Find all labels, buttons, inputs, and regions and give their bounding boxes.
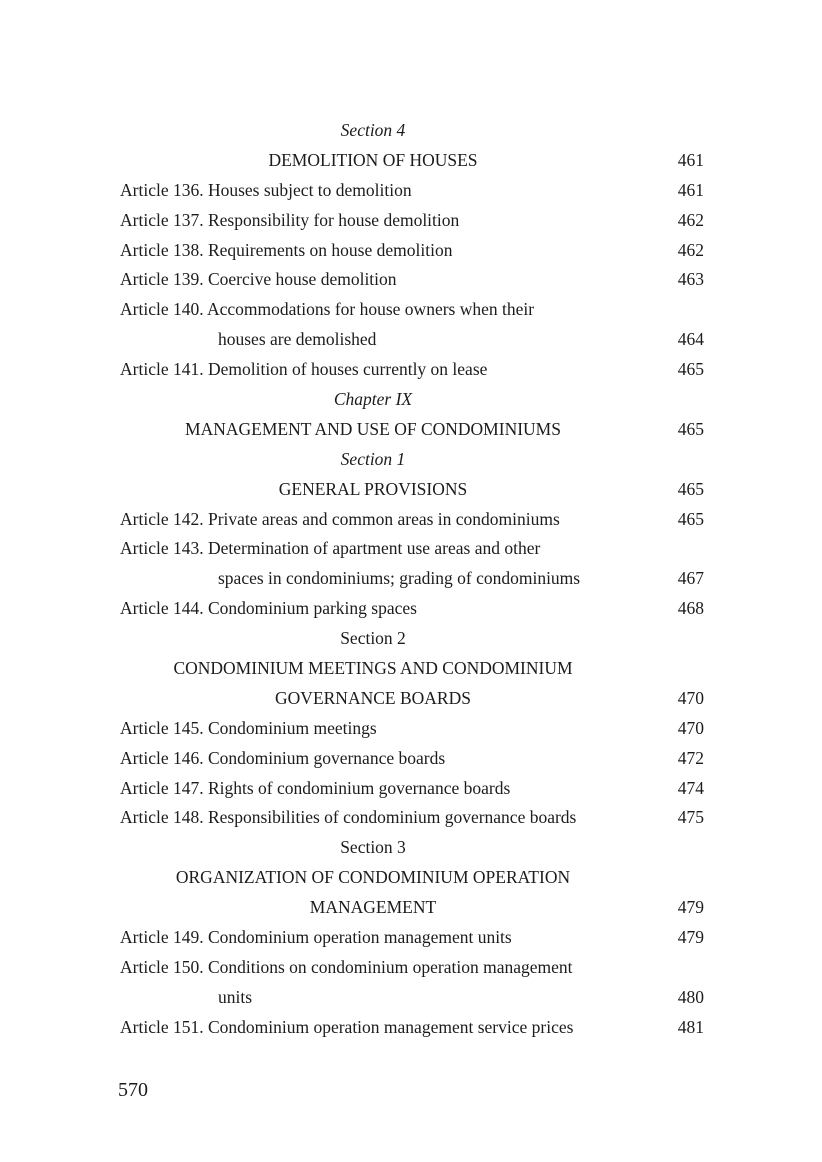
toc-entry-text: Article 137. Responsibility for house demolition xyxy=(120,209,460,230)
toc-entry-text: units xyxy=(218,986,253,1007)
toc-page-number: 479 xyxy=(677,927,704,948)
toc-page-number: 470 xyxy=(677,717,704,738)
toc-row xyxy=(120,684,704,714)
toc-row xyxy=(120,803,704,833)
toc-row xyxy=(120,415,704,445)
toc-page-number: 480 xyxy=(677,986,704,1007)
toc-page-number: 463 xyxy=(677,269,704,290)
toc-page-number: 468 xyxy=(677,598,704,619)
toc-row xyxy=(120,594,704,624)
toc-row xyxy=(120,564,704,594)
toc-page-number: 474 xyxy=(677,777,704,798)
toc-row xyxy=(120,355,704,385)
toc-page-number: 470 xyxy=(677,687,704,708)
toc-row xyxy=(120,176,704,206)
toc-row xyxy=(120,893,704,923)
toc-row xyxy=(120,744,704,774)
toc-entry-text: Article 138. Requirements on house demolition xyxy=(120,239,453,260)
toc-entry-text: Article 142. Private areas and common areas in condominiums xyxy=(120,508,560,529)
toc-entry-text: Article 136. Houses subject to demolition xyxy=(120,179,412,200)
toc-entry-text: Article 143. Determination of apartment use areas and other xyxy=(120,538,541,559)
toc-row xyxy=(120,505,704,535)
toc-row xyxy=(120,445,704,475)
toc-entry-text: spaces in condominiums; grading of condominiums xyxy=(218,568,581,589)
toc-entry-text: MANAGEMENT xyxy=(309,897,437,918)
toc-row xyxy=(120,863,704,893)
toc-row xyxy=(120,116,704,146)
toc-entry-text: Section 1 xyxy=(340,448,406,469)
toc-page-number: 479 xyxy=(677,897,704,918)
toc-entry-text: Chapter IX xyxy=(333,389,413,410)
toc-entry-text: GENERAL PROVISIONS xyxy=(278,478,468,499)
toc-entry-text: Article 144. Condominium parking spaces xyxy=(120,598,417,619)
toc-entry-text: DEMOLITION OF HOUSES xyxy=(268,149,478,170)
toc-page-number: 462 xyxy=(677,209,704,230)
toc-entry-text: Article 146. Condominium governance boards xyxy=(120,747,446,768)
toc-list xyxy=(120,116,704,1043)
toc-row xyxy=(120,953,704,983)
toc-entry-text: Section 4 xyxy=(340,120,406,140)
toc-page-number: 462 xyxy=(677,239,704,260)
toc-page-number: 481 xyxy=(677,1016,704,1037)
page-number: 570 xyxy=(118,1079,148,1101)
toc-row xyxy=(120,983,704,1013)
toc-row xyxy=(120,923,704,953)
toc-page-number: 465 xyxy=(677,478,704,499)
toc-entry-text: CONDOMINIUM MEETINGS AND CONDOMINIUM xyxy=(173,658,573,679)
toc-row xyxy=(120,385,704,415)
toc-row xyxy=(120,534,704,564)
toc-row xyxy=(120,206,704,236)
toc-page-number: 461 xyxy=(677,149,704,170)
toc-row xyxy=(120,146,704,176)
toc-entry-text: Article 148. Responsibilities of condominium governance boards xyxy=(120,807,577,828)
toc-page-number: 467 xyxy=(677,568,704,589)
toc-row xyxy=(120,265,704,295)
toc-row xyxy=(120,624,704,654)
toc-row xyxy=(120,325,704,355)
toc-row xyxy=(120,714,704,744)
toc-entry-text: Article 139. Coercive house demolition xyxy=(120,269,397,290)
toc-row xyxy=(120,1013,704,1043)
toc-entry-text: Article 145. Condominium meetings xyxy=(120,717,377,738)
toc-page-number: 472 xyxy=(677,747,704,768)
toc-row xyxy=(120,774,704,804)
toc-page-number: 465 xyxy=(677,508,704,529)
toc-row xyxy=(120,236,704,266)
toc-entry-text: houses are demolished xyxy=(218,329,377,350)
toc-entry-text: Article 150. Conditions on condominium operation management xyxy=(120,956,573,977)
toc-page-number: 465 xyxy=(677,359,704,380)
toc-entry-text: Article 147. Rights of condominium governance boards xyxy=(120,777,511,798)
toc-row xyxy=(120,833,704,863)
toc-row xyxy=(120,295,704,325)
toc-entry-text: Section 2 xyxy=(340,628,406,649)
toc-entry-text: Article 141. Demolition of houses currently on lease xyxy=(120,359,488,380)
toc-entry-text: Article 151. Condominium operation management service prices xyxy=(120,1016,574,1037)
toc-row xyxy=(120,654,704,684)
toc-entry-text: Article 140. Accommodations for house owners when their xyxy=(120,299,535,320)
toc-page-number: 465 xyxy=(677,418,704,439)
toc-row xyxy=(120,475,704,505)
toc-entry-text: MANAGEMENT AND USE OF CONDOMINIUMS xyxy=(185,418,561,439)
toc-entry-text: Article 149. Condominium operation management units xyxy=(120,927,512,948)
toc-entry-text: Section 3 xyxy=(340,837,406,858)
toc-entry-text: ORGANIZATION OF CONDOMINIUM OPERATION xyxy=(175,867,571,888)
toc-entry-text: GOVERNANCE BOARDS xyxy=(275,687,471,708)
toc-page-number: 461 xyxy=(677,179,704,200)
toc-page-number: 475 xyxy=(677,807,704,828)
toc-page-number: 464 xyxy=(677,329,704,350)
